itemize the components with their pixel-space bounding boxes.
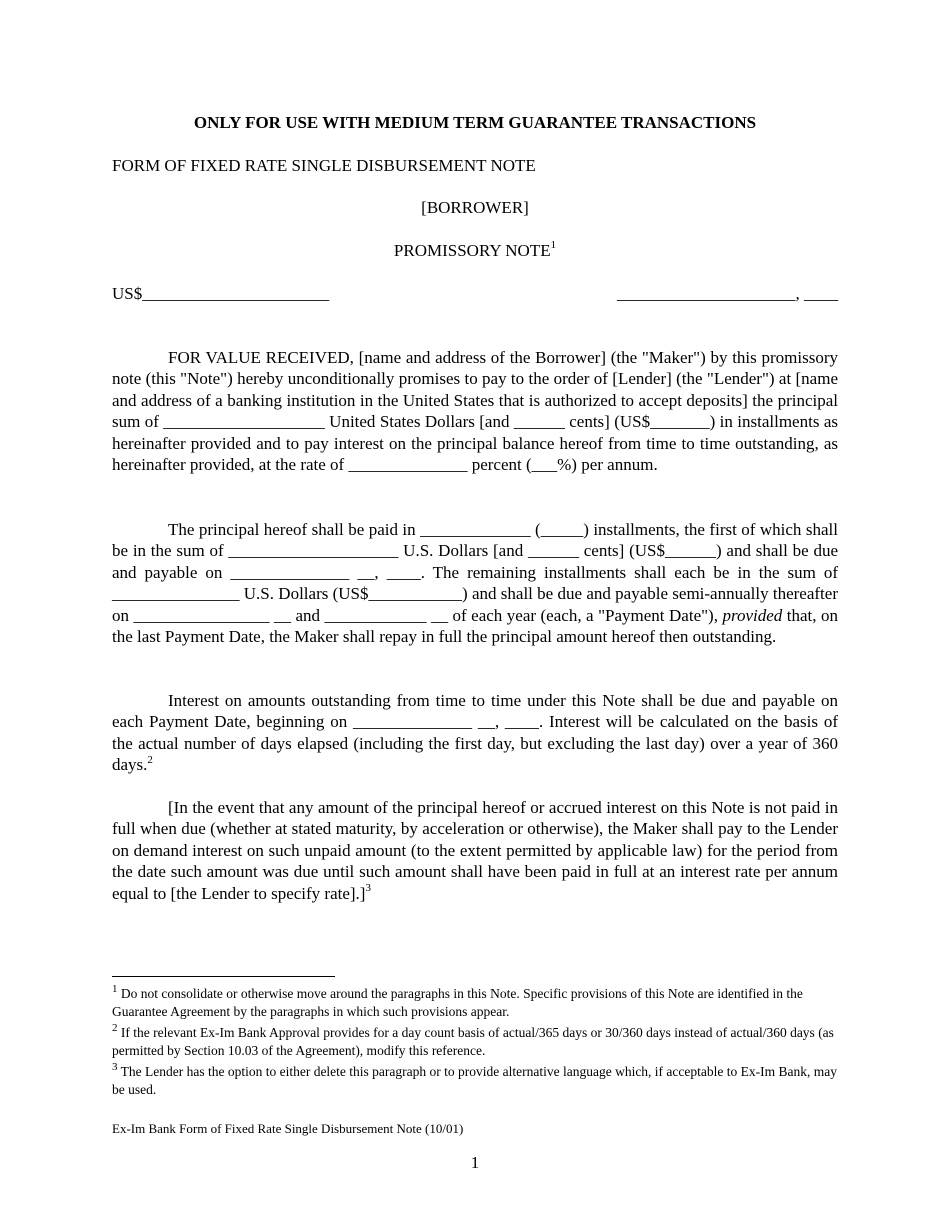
footnote-3-number: 3 xyxy=(112,1060,118,1073)
paragraph-principal-text-a: The principal hereof shall be paid in _____________ (_____) installments, the first of which shall be in the sum of ____________________ U.S. Dollars [and ______ cents] (US$______) and shall be due and payable on ______________ __, ____. The remaining installments shall each be in the sum of _______________ U.S. Dollars (US$___________) and shall be due and payable semi-annually thereafter on ________________ __ and ____________ __ of each year (each, a "Payment Date"), xyxy=(112,520,838,625)
footnote-separator xyxy=(112,976,335,977)
paragraph-default-interest-text: [In the event that any amount of the principal hereof or accrued interest on this Note is not paid in full when due (whether at stated maturity, by acceleration or otherwise), the Maker shall pay to the Lender on demand interest on such unpaid amount (to the extent permitted by applicable law) for the period from the date such amount was due until such amount shall have been paid in full at an interest rate per annum equal to [the Lender to specify rate].] xyxy=(112,798,838,903)
footnote-ref-1: 1 xyxy=(550,239,557,252)
page-number: 1 xyxy=(470,1153,480,1172)
paragraph-default-interest xyxy=(112,797,838,904)
paragraph-principal-installments xyxy=(112,519,838,647)
footnote-2 xyxy=(112,1021,838,1059)
form-title: FORM OF FIXED RATE SINGLE DISBURSEMENT NOTE xyxy=(112,156,536,175)
borrower-heading: [BORROWER] xyxy=(421,198,529,217)
footer-form-name: Ex-Im Bank Form of Fixed Rate Single Disbursement Note (10/01) xyxy=(112,1121,464,1136)
footnote-2-text: If the relevant Ex-Im Bank Approval provides for a day count basis of actual/365 days or 30/360 days instead of actual/360 days (as permitted by Section 10.03 of the Agreement), modify this reference. xyxy=(112,1025,834,1058)
footnote-2-number: 2 xyxy=(112,1021,118,1034)
footnote-ref-2: 2 xyxy=(147,753,153,766)
amount-blank: US$______________________ xyxy=(112,284,330,303)
footnote-1 xyxy=(112,982,838,1020)
footnote-ref-3: 3 xyxy=(365,881,371,894)
paragraph-value-received: FOR VALUE RECEIVED, [name and address of the Borrower] (the "Maker") by this promissory note (this "Note") hereby unconditionally promises to pay to the order of [Lender] (the "Lender") at [name and address of a banking institution in the United States that is authorized to accept deposits] the principal sum of ___________________ United States Dollars [and ______ cents] (US$_______) in installments as hereinafter provided and to pay interest on the principal balance hereof from time to time outstanding, as hereinafter provided, at the rate of ______________ percent (___%) per annum. xyxy=(112,348,838,475)
restriction-heading: ONLY FOR USE WITH MEDIUM TERM GUARANTEE TRANSACTIONS xyxy=(193,113,757,132)
paragraph-interest xyxy=(112,690,838,776)
note-title xyxy=(112,241,838,261)
paragraph-principal-text-b: that, on the last Payment Date, the Maker shall repay in full the principal amount hereof then outstanding. xyxy=(112,605,838,647)
footnote-3 xyxy=(112,1060,838,1098)
date-blank: _____________________, ____ xyxy=(617,284,838,303)
footnote-1-text: Do not consolidate or otherwise move around the paragraphs in this Note. Specific provisions of this Note are identified in the Guarantee Agreement by the paragraphs in which such provisions appear. xyxy=(112,986,803,1019)
footnote-3-text: The Lender has the option to either delete this paragraph or to provide alternative language which, if acceptable to Ex-Im Bank, may be used. xyxy=(112,1064,837,1097)
footnote-1-number: 1 xyxy=(112,982,118,995)
paragraph-interest-text: Interest on amounts outstanding from time to time under this Note shall be due and payable on each Payment Date, beginning on ______________ __, ____. Interest will be calculated on the basis of the actual number of days elapsed (including the first day, but excluding the last day) over a year of 360 days. xyxy=(112,691,838,775)
note-title-text: PROMISSORY NOTE xyxy=(393,241,551,260)
provided-italic: provided xyxy=(722,605,783,625)
